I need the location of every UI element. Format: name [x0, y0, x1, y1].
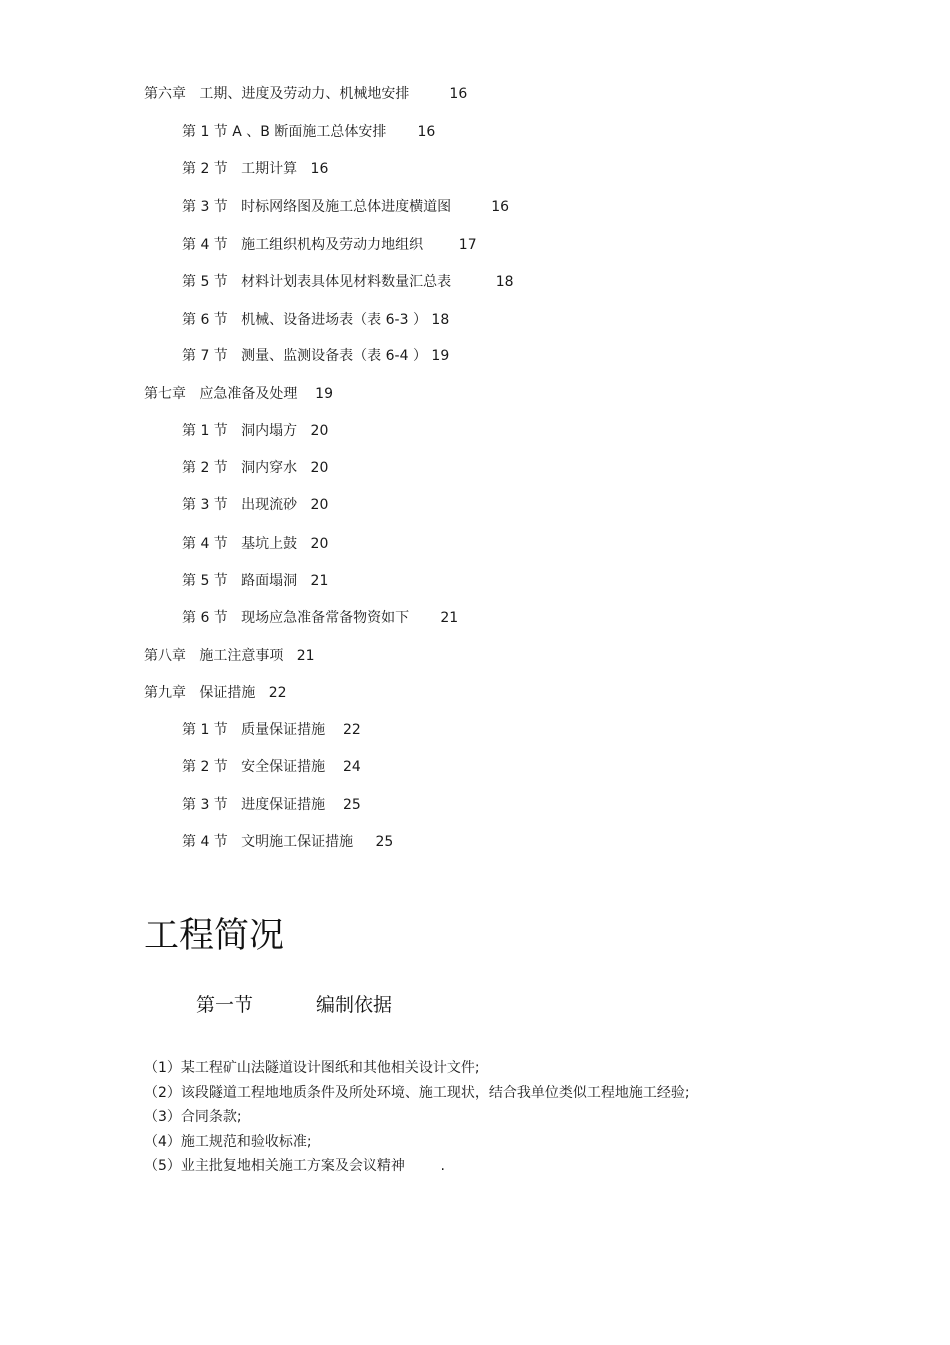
toc-label: 第 4 节 [182, 834, 228, 850]
toc-entry [182, 236, 477, 254]
toc-page-number: 21 [310, 573, 329, 589]
toc-entry [182, 198, 509, 216]
toc-entry [144, 385, 333, 403]
toc-entry [182, 535, 328, 553]
toc-page-number: 20 [310, 497, 329, 513]
toc-page-number: 16 [491, 199, 510, 215]
toc-entry [182, 347, 449, 365]
toc-page-number: 17 [458, 237, 477, 253]
toc-title: 应急准备及处理 [199, 386, 298, 402]
toc-entry [182, 833, 393, 851]
toc-label: 第 1 节 [182, 423, 228, 439]
toc-label: 第 2 节 [182, 161, 228, 177]
toc-entry [182, 123, 435, 141]
toc-label: 第 3 节 [182, 497, 228, 513]
toc-label: 第 3 节 [182, 199, 228, 215]
toc-page-number: 19 [315, 386, 333, 402]
toc-page-number: 21 [440, 610, 459, 626]
toc-page-number: 21 [296, 648, 315, 664]
basis-list [144, 1056, 690, 1179]
toc-title: 质量保证措施 [241, 722, 326, 738]
toc-page-number: 20 [310, 460, 329, 476]
toc-label: 第 3 节 [182, 797, 228, 813]
toc-title: 材料计划表具体见材料数量汇总表 [241, 274, 452, 290]
toc-entry [182, 609, 458, 627]
toc-page-number: 22 [342, 722, 361, 738]
toc-title: A 、B 断面施工总体安排 [232, 124, 387, 140]
list-item: （4）施工规范和验收标准; [144, 1133, 312, 1150]
list-item: （1）某工程矿山法隧道设计图纸和其他相关设计文件; [144, 1060, 480, 1076]
toc-page-number: 19 [431, 348, 450, 364]
toc-page-number: 22 [268, 685, 287, 701]
toc-label: 第 4 节 [182, 237, 228, 253]
list-item: （2）该段隧道工程地地质条件及所处环境、施工现状，结合我单位类似工程地施工经验; [144, 1084, 690, 1101]
toc-title: 工期计算 [241, 161, 298, 177]
toc-page-number: 16 [449, 86, 468, 102]
toc-page-number: 20 [310, 536, 329, 552]
toc-title: 工期、进度及劳动力、机械地安排 [199, 86, 410, 102]
toc-entry [182, 496, 328, 514]
page-heading: 工程简况 [144, 916, 285, 956]
toc-label: 第 6 节 [182, 610, 228, 626]
toc-page-number: 25 [342, 797, 361, 813]
section-heading-label: 第一节 [196, 994, 254, 1016]
toc-entry [182, 721, 361, 739]
toc-label: 第 1 节 [182, 124, 228, 140]
toc-title: 时标网络图及施工总体进度横道图 [241, 199, 452, 215]
toc-label: 第七章 [144, 386, 186, 402]
toc-page-number: 16 [310, 161, 329, 177]
toc-label: 第 6 节 [182, 312, 228, 328]
list-item: （3）合同条款; [144, 1109, 242, 1125]
toc-label: 第六章 [144, 86, 186, 102]
toc-title: 出现流砂 [241, 497, 298, 513]
toc-page-number: 24 [342, 759, 361, 775]
toc-label: 第 5 节 [182, 573, 228, 589]
toc-entry [182, 273, 514, 291]
toc-title: 施工注意事项 [199, 648, 284, 664]
toc-title: 洞内塌方 [241, 423, 298, 439]
toc-label: 第 1 节 [182, 722, 228, 738]
toc-entry [182, 572, 328, 590]
toc-title: 进度保证措施 [241, 797, 326, 813]
toc-label: 第 2 节 [182, 460, 228, 476]
toc-page-number: 18 [495, 274, 514, 290]
section-heading-title: 编制依据 [316, 994, 393, 1016]
toc-entry [182, 160, 328, 178]
toc-title: 机械、设备进场表（表 6-3 ） [241, 312, 427, 328]
toc-entry [182, 459, 328, 477]
toc-entry [182, 758, 361, 776]
toc-title: 保证措施 [199, 685, 256, 701]
toc-entry [144, 85, 467, 103]
toc-label: 第 5 节 [182, 274, 228, 290]
toc-entry [182, 311, 449, 329]
toc-entry [182, 422, 328, 440]
toc-entry [144, 684, 287, 702]
toc-entry [144, 647, 315, 665]
toc-title: 基坑上鼓 [241, 536, 298, 552]
toc-page-number: 25 [375, 834, 394, 850]
toc-entry [182, 796, 361, 814]
toc-title: 测量、监测设备表（表 6-4 ） [241, 348, 427, 364]
toc-label: 第 7 节 [182, 348, 228, 364]
toc-label: 第 2 节 [182, 759, 228, 775]
list-item: （5）业主批复地相关施工方案及会议精神 . [144, 1158, 445, 1174]
toc-label: 第八章 [144, 648, 186, 664]
toc-title: 施工组织机构及劳动力地组织 [241, 237, 424, 253]
toc-page-number: 18 [431, 312, 450, 328]
toc-label: 第九章 [144, 685, 186, 701]
toc-label: 第 4 节 [182, 536, 228, 552]
toc-title: 路面塌洞 [241, 573, 298, 589]
toc-title: 文明施工保证措施 [241, 834, 354, 850]
toc-page-number: 16 [417, 124, 436, 140]
toc-title: 洞内穿水 [241, 460, 298, 476]
section-heading [196, 992, 392, 1018]
toc-title: 安全保证措施 [241, 759, 326, 775]
toc-page-number: 20 [310, 423, 329, 439]
toc-title: 现场应急准备常备物资如下 [241, 610, 410, 626]
